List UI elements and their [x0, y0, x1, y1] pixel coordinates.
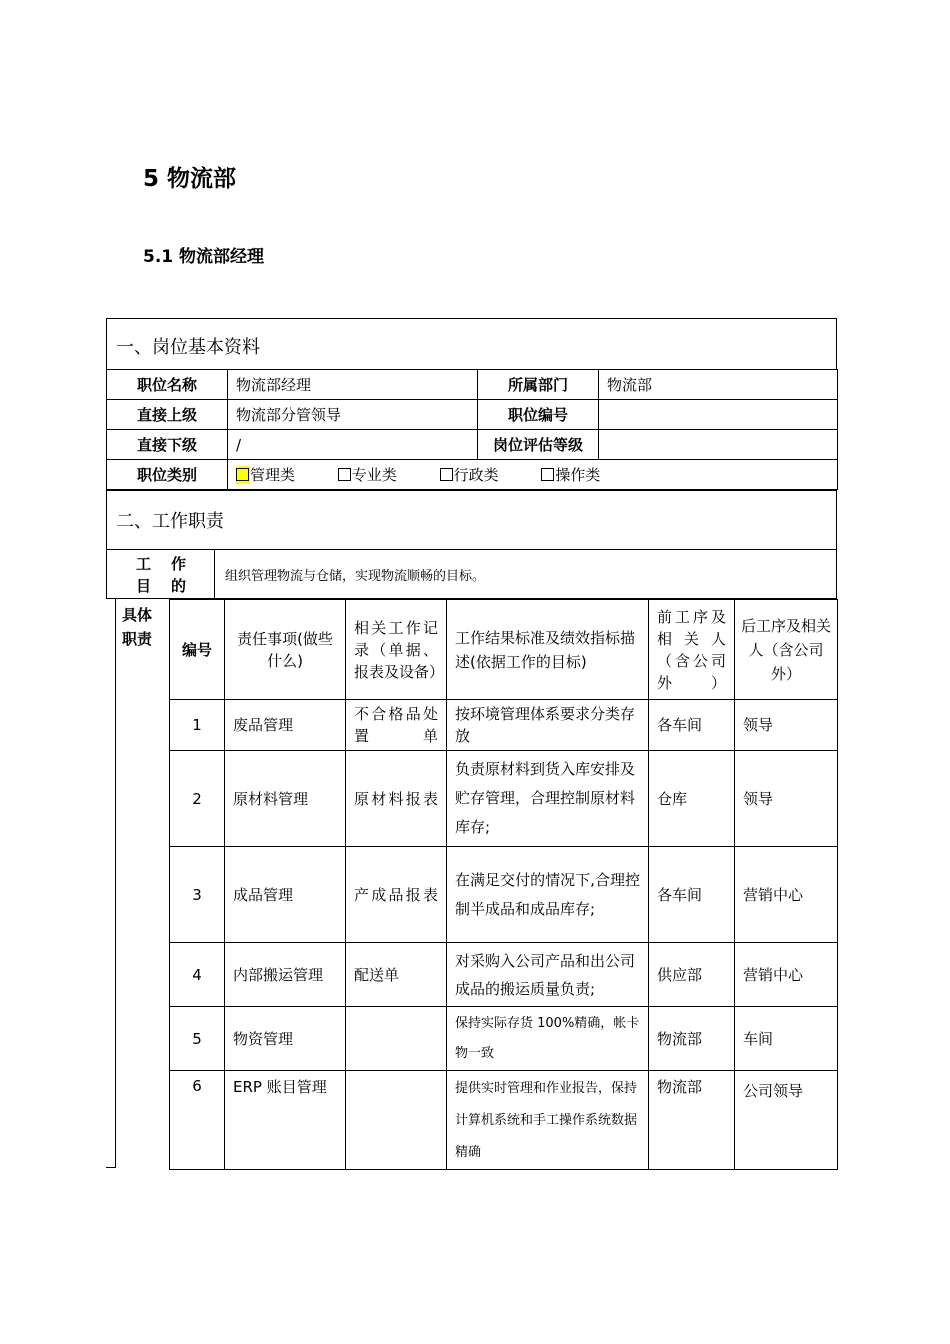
- row-no: 2: [170, 751, 225, 847]
- row-no: 5: [170, 1007, 225, 1071]
- header-item: 责任事项(做些什么): [225, 600, 346, 700]
- header-prev: 前工序及相关人（含公司外）: [649, 600, 735, 700]
- row-next: 领导: [735, 700, 838, 751]
- row-standard: 负责原材料到货入库安排及贮存管理，合理控制原材料库存;: [447, 751, 649, 847]
- row-standard: 保持实际存货 100%精确，帐卡物一致: [447, 1007, 649, 1071]
- category-option[interactable]: 行政类: [440, 464, 499, 485]
- field-label: 职位名称: [107, 370, 228, 400]
- row-item: 物资管理: [225, 1007, 346, 1071]
- row-standard: 提供实时管理和作业报告，保持计算机系统和手工操作系统数据精确: [447, 1071, 649, 1170]
- checkbox-icon[interactable]: [236, 468, 249, 481]
- row-record: 原材料报表: [346, 751, 447, 847]
- header-next: 后工序及相关人（含公司外）: [735, 600, 838, 700]
- row-record: 配送单: [346, 943, 447, 1007]
- basic-info-table: [106, 369, 838, 490]
- row-prev: 仓库: [649, 751, 735, 847]
- row-next: 领导: [735, 751, 838, 847]
- field-label: 职位编号: [478, 400, 599, 430]
- row-next: 营销中心: [735, 943, 838, 1007]
- field-value: 物流部经理: [228, 370, 478, 400]
- category-option[interactable]: 专业类: [338, 464, 397, 485]
- purpose-text: 组织管理物流与仓储，实现物流顺畅的目标。: [225, 569, 486, 584]
- header-no: 编号: [170, 600, 225, 700]
- header-standard: 工作结果标准及绩效指标描述(依据工作的目标): [447, 600, 649, 700]
- row-prev: 物流部: [649, 1071, 735, 1170]
- field-label: 职位类别: [107, 460, 228, 490]
- row-prev: 供应部: [649, 943, 735, 1007]
- header-record: 相关工作记录（单据、报表及设备）: [346, 600, 447, 700]
- row-no: 3: [170, 847, 225, 943]
- side-label: 具体职责: [122, 606, 153, 648]
- row-standard: 按环境管理体系要求分类存放: [447, 700, 649, 751]
- row-record: 产成品报表: [346, 847, 447, 943]
- table-row: [107, 430, 838, 460]
- field-value: /: [228, 430, 478, 460]
- field-label: 岗位评估等级: [478, 430, 599, 460]
- table-row: [170, 1071, 838, 1170]
- row-prev: 各车间: [649, 700, 735, 751]
- row-next: 车间: [735, 1007, 838, 1071]
- table-row: [170, 847, 838, 943]
- row-record: 不合格品处置单: [346, 700, 447, 751]
- category-option[interactable]: 操作类: [541, 464, 600, 485]
- table-row: [170, 700, 838, 751]
- row-item: ERP 账目管理: [225, 1071, 346, 1170]
- row-no: 6: [170, 1071, 225, 1170]
- duties-table: [169, 599, 838, 1170]
- row-standard: 在满足交付的情况下,合理控制半成品和成品库存;: [447, 847, 649, 943]
- row-item: 内部搬运管理: [225, 943, 346, 1007]
- side-bracket-foot: [106, 1167, 116, 1169]
- table-row: [170, 943, 838, 1007]
- row-item: 原材料管理: [225, 751, 346, 847]
- row-next: 公司领导: [735, 1071, 838, 1170]
- table-row: [107, 370, 838, 400]
- row-next: 营销中心: [735, 847, 838, 943]
- table-row: [107, 400, 838, 430]
- field-value: 物流部分管领导: [228, 400, 478, 430]
- field-value: [599, 430, 838, 460]
- checkbox-icon[interactable]: [541, 468, 554, 481]
- table-row: [170, 751, 838, 847]
- row-record: [346, 1071, 447, 1170]
- duties-heading: 二、工作职责: [116, 511, 224, 532]
- section-title: 5.1 物流部经理: [143, 247, 265, 267]
- basic-info-heading: 一、岗位基本资料: [116, 337, 260, 358]
- purpose-label: 工 作 目 的: [136, 555, 186, 595]
- category-option[interactable]: 管理类: [236, 464, 295, 485]
- table-row: [107, 460, 838, 490]
- row-item: 成品管理: [225, 847, 346, 943]
- table-row: [170, 1007, 838, 1071]
- field-value: 物流部: [599, 370, 838, 400]
- row-record: [346, 1007, 447, 1071]
- chapter-title: 5 物流部: [143, 166, 237, 192]
- field-label: 直接上级: [107, 400, 228, 430]
- table-header-row: [170, 600, 838, 700]
- field-label: 所属部门: [478, 370, 599, 400]
- checkbox-icon[interactable]: [440, 468, 453, 481]
- row-no: 1: [170, 700, 225, 751]
- field-value: [599, 400, 838, 430]
- row-standard: 对采购入公司产品和出公司成品的搬运质量负责;: [447, 943, 649, 1007]
- checkbox-icon[interactable]: [338, 468, 351, 481]
- row-item: 废品管理: [225, 700, 346, 751]
- row-no: 4: [170, 943, 225, 1007]
- row-prev: 物流部: [649, 1007, 735, 1071]
- field-label: 直接下级: [107, 430, 228, 460]
- side-bracket: [115, 599, 117, 1168]
- purpose-divider: [214, 549, 215, 599]
- row-prev: 各车间: [649, 847, 735, 943]
- category-options: [228, 460, 838, 490]
